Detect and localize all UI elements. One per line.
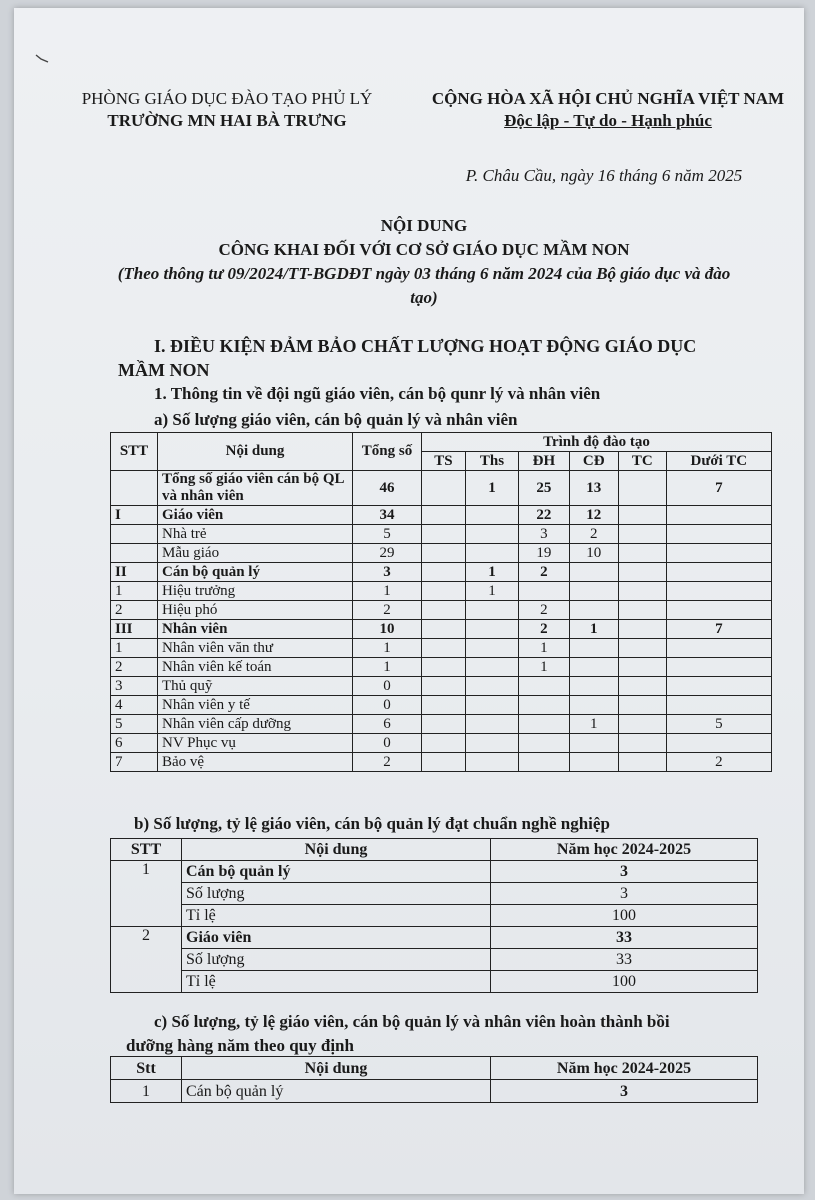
cell-noidung: Số lượng: [182, 883, 491, 905]
cell-stt: 2: [111, 927, 182, 993]
cell-ths: [465, 658, 518, 677]
cell-tong: 1: [353, 658, 422, 677]
cell-tong: 10: [353, 620, 422, 639]
staff-count-table: [110, 432, 772, 772]
cell-stt: 7: [111, 753, 158, 772]
table-row: [111, 563, 772, 582]
cell-ts: [422, 677, 466, 696]
cell-tong: 2: [353, 601, 422, 620]
col-dh: ĐH: [519, 452, 570, 471]
cell-noidung: Bảo vệ: [158, 753, 353, 772]
cell-noidung: Hiệu phó: [158, 601, 353, 620]
cell-cd: 2: [569, 525, 618, 544]
header-left: [62, 88, 392, 132]
cell-value: 33: [491, 949, 758, 971]
cell-ts: [422, 601, 466, 620]
title-line-3: (Theo thông tư 09/2024/TT-BGDĐT ngày 03 tháng 6 năm 2024 của Bộ giáo dục và đào tạo): [117, 264, 731, 307]
cell-ts: [422, 753, 466, 772]
cell-ts: [422, 715, 466, 734]
cell-ts: [422, 563, 466, 582]
cell-ths: [465, 696, 518, 715]
cell-stt: [111, 544, 158, 563]
cell-ths: [465, 601, 518, 620]
col-ths: Ths: [465, 452, 518, 471]
cell-noidung: Cán bộ quản lý: [182, 861, 491, 883]
pen-mark-icon: [34, 52, 52, 64]
cell-cd: [569, 563, 618, 582]
table-row: [111, 949, 758, 971]
cell-dtc: 7: [666, 620, 771, 639]
standard-ratio-table: [110, 838, 758, 993]
cell-noidung: Nhân viên văn thư: [158, 639, 353, 658]
table-row: [111, 525, 772, 544]
table-row: [111, 753, 772, 772]
cell-dtc: [666, 696, 771, 715]
cell-stt: [111, 471, 158, 506]
cell-noidung: Nhân viên y tế: [158, 696, 353, 715]
cell-ts: [422, 506, 466, 525]
cell-stt: 6: [111, 734, 158, 753]
cell-ths: [465, 620, 518, 639]
cell-noidung: Hiệu trưởng: [158, 582, 353, 601]
document-date: P. Châu Cầu, ngày 16 tháng 6 năm 2025: [465, 166, 743, 185]
cell-dtc: [666, 506, 771, 525]
subsection-c-line-2: dưỡng hàng năm theo quy định: [126, 1036, 354, 1055]
cell-noidung: Cán bộ quản lý: [158, 563, 353, 582]
cell-stt: 5: [111, 715, 158, 734]
cell-tong: 5: [353, 525, 422, 544]
cell-ts: [422, 696, 466, 715]
col-namhoc: Năm học 2024-2025: [491, 839, 758, 861]
cell-tc: [618, 715, 666, 734]
cell-stt: 3: [111, 677, 158, 696]
cell-dh: [519, 734, 570, 753]
cell-stt: II: [111, 563, 158, 582]
cell-cd: [569, 734, 618, 753]
cell-ths: [465, 544, 518, 563]
cell-stt: III: [111, 620, 158, 639]
cell-noidung: NV Phục vụ: [158, 734, 353, 753]
cell-noidung: Giáo viên: [158, 506, 353, 525]
col-duoitc: Dưới TC: [666, 452, 771, 471]
cell-cd: [569, 601, 618, 620]
cell-noidung: Mẫu giáo: [158, 544, 353, 563]
cell-stt: 2: [111, 658, 158, 677]
col-stt: Stt: [111, 1057, 182, 1080]
cell-dtc: [666, 639, 771, 658]
col-trinhdo: Trình độ đào tạo: [422, 433, 772, 452]
cell-tong: 0: [353, 696, 422, 715]
cell-tc: [618, 696, 666, 715]
cell-ts: [422, 639, 466, 658]
cell-dh: 2: [519, 563, 570, 582]
cell-cd: 12: [569, 506, 618, 525]
table-row: [111, 734, 772, 753]
cell-ths: 1: [465, 471, 518, 506]
cell-tong: 1: [353, 582, 422, 601]
cell-stt: 2: [111, 601, 158, 620]
cell-dtc: [666, 658, 771, 677]
cell-ths: 1: [465, 582, 518, 601]
school-name: TRƯỜNG MN HAI BÀ TRƯNG: [107, 111, 347, 130]
cell-tc: [618, 658, 666, 677]
cell-cd: 10: [569, 544, 618, 563]
cell-dh: 2: [519, 601, 570, 620]
table-row: [111, 639, 772, 658]
table-row: [111, 506, 772, 525]
cell-dh: [519, 582, 570, 601]
cell-noidung: Giáo viên: [182, 927, 491, 949]
cell-cd: [569, 696, 618, 715]
cell-stt: 4: [111, 696, 158, 715]
cell-cd: 1: [569, 715, 618, 734]
cell-cd: [569, 639, 618, 658]
cell-ts: [422, 658, 466, 677]
cell-value: 3: [491, 883, 758, 905]
cell-tc: [618, 544, 666, 563]
section-1-title-line-1: I. ĐIỀU KIỆN ĐẢM BẢO CHẤT LƯỢNG HOẠT ĐỘNG GIÁO DỤC: [154, 336, 697, 356]
cell-tc: [618, 525, 666, 544]
cell-value: 3: [491, 861, 758, 883]
section-1-title-line-2: MẦM NON: [118, 360, 210, 380]
cell-value: 33: [491, 927, 758, 949]
cell-tc: [618, 582, 666, 601]
cell-dh: [519, 696, 570, 715]
table-row: [111, 715, 772, 734]
cell-ths: [465, 677, 518, 696]
cell-stt: I: [111, 506, 158, 525]
col-tc: TC: [618, 452, 666, 471]
cell-noidung: Thủ quỹ: [158, 677, 353, 696]
cell-value: 3: [491, 1080, 758, 1103]
subsection-1-heading: 1. Thông tin về đội ngũ giáo viên, cán bộ qunr lý và nhân viên: [154, 384, 601, 403]
cell-dh: 2: [519, 620, 570, 639]
table-row: [111, 658, 772, 677]
nation-name: CỘNG HÒA XÃ HỘI CHỦ NGHĨA VIỆT NAM: [431, 89, 785, 108]
cell-ths: 1: [465, 563, 518, 582]
table-row: [111, 601, 772, 620]
col-stt: STT: [111, 839, 182, 861]
cell-ths: [465, 753, 518, 772]
cell-value: 100: [491, 905, 758, 927]
cell-tong: 34: [353, 506, 422, 525]
cell-dtc: [666, 544, 771, 563]
cell-noidung: Tỉ lệ: [182, 905, 491, 927]
cell-tong: 46: [353, 471, 422, 506]
col-ts: TS: [422, 452, 466, 471]
cell-tong: 6: [353, 715, 422, 734]
cell-ths: [465, 506, 518, 525]
cell-cd: 13: [569, 471, 618, 506]
cell-dh: [519, 753, 570, 772]
cell-noidung: Số lượng: [182, 949, 491, 971]
cell-tc: [618, 753, 666, 772]
cell-tong: 0: [353, 677, 422, 696]
cell-dtc: 2: [666, 753, 771, 772]
cell-stt: 1: [111, 582, 158, 601]
cell-dh: 25: [519, 471, 570, 506]
cell-tong: 0: [353, 734, 422, 753]
col-noidung: Nội dung: [158, 433, 353, 471]
cell-cd: [569, 658, 618, 677]
cell-tc: [618, 639, 666, 658]
cell-dtc: [666, 582, 771, 601]
dept-name: PHÒNG GIÁO DỤC ĐÀO TẠO PHỦ LÝ: [81, 89, 373, 108]
cell-noidung: Nhân viên cấp dưỡng: [158, 715, 353, 734]
cell-stt: 1: [111, 861, 182, 927]
cell-ts: [422, 471, 466, 506]
cell-tc: [618, 506, 666, 525]
cell-stt: [111, 525, 158, 544]
cell-ts: [422, 525, 466, 544]
nation-motto: Độc lập - Tự do - Hạnh phúc: [504, 111, 712, 130]
subsection-b-heading: b) Số lượng, tỷ lệ giáo viên, cán bộ quản lý đạt chuẩn nghề nghiệp: [134, 814, 610, 833]
cell-dh: 19: [519, 544, 570, 563]
cell-ts: [422, 544, 466, 563]
col-namhoc: Năm học 2024-2025: [491, 1057, 758, 1080]
col-stt: STT: [111, 433, 158, 471]
header-right: [418, 88, 798, 132]
cell-dtc: 7: [666, 471, 771, 506]
cell-noidung: Tổng số giáo viên cán bộ QL và nhân viên: [158, 471, 353, 506]
cell-noidung: Nhà trẻ: [158, 525, 353, 544]
cell-dtc: [666, 563, 771, 582]
cell-ths: [465, 639, 518, 658]
training-completion-table: [110, 1056, 758, 1103]
cell-tc: [618, 471, 666, 506]
cell-cd: [569, 677, 618, 696]
document-page: [14, 8, 804, 1194]
table-row: [111, 927, 758, 949]
cell-tc: [618, 734, 666, 753]
cell-tong: 1: [353, 639, 422, 658]
cell-dh: 1: [519, 639, 570, 658]
col-noidung: Nội dung: [182, 1057, 491, 1080]
table-row: [111, 582, 772, 601]
cell-tc: [618, 677, 666, 696]
table-row: [111, 883, 758, 905]
cell-dh: 3: [519, 525, 570, 544]
cell-dtc: [666, 601, 771, 620]
title-line-1: NỘI DUNG: [380, 216, 468, 235]
cell-dtc: [666, 525, 771, 544]
col-cd: CĐ: [569, 452, 618, 471]
subsection-c-heading: [126, 1010, 794, 1058]
title-line-2: CÔNG KHAI ĐỐI VỚI CƠ SỞ GIÁO DỤC MẦM NON: [218, 240, 630, 259]
cell-ts: [422, 620, 466, 639]
cell-tong: 2: [353, 753, 422, 772]
cell-dtc: [666, 734, 771, 753]
cell-dtc: [666, 677, 771, 696]
table-row: [111, 971, 758, 993]
cell-dh: 22: [519, 506, 570, 525]
col-tong: Tổng số: [353, 433, 422, 471]
cell-tc: [618, 601, 666, 620]
table-row: [111, 471, 772, 506]
cell-noidung: Nhân viên kế toán: [158, 658, 353, 677]
cell-dh: [519, 677, 570, 696]
table-row: [111, 1080, 758, 1103]
cell-tong: 3: [353, 563, 422, 582]
document-title: [114, 214, 734, 310]
cell-noidung: Cán bộ quản lý: [182, 1080, 491, 1103]
cell-ths: [465, 734, 518, 753]
cell-ths: [465, 525, 518, 544]
table-row: [111, 544, 772, 563]
section-1-title: [118, 334, 778, 382]
cell-ts: [422, 734, 466, 753]
cell-tc: [618, 620, 666, 639]
cell-dh: 1: [519, 658, 570, 677]
col-noidung: Nội dung: [182, 839, 491, 861]
cell-tong: 29: [353, 544, 422, 563]
table-row: [111, 905, 758, 927]
cell-dh: [519, 715, 570, 734]
subsection-a-heading: a) Số lượng giáo viên, cán bộ quản lý và nhân viên: [154, 410, 518, 429]
cell-ths: [465, 715, 518, 734]
cell-stt: 1: [111, 1080, 182, 1103]
table-row: [111, 861, 758, 883]
cell-stt: 1: [111, 639, 158, 658]
table-row: [111, 677, 772, 696]
cell-tc: [618, 563, 666, 582]
cell-dtc: 5: [666, 715, 771, 734]
cell-noidung: Tỉ lệ: [182, 971, 491, 993]
cell-noidung: Nhân viên: [158, 620, 353, 639]
subsection-c-line-1: c) Số lượng, tỷ lệ giáo viên, cán bộ quản lý và nhân viên hoàn thành bồi: [154, 1012, 670, 1031]
cell-cd: 1: [569, 620, 618, 639]
table-row: [111, 696, 772, 715]
table-row: [111, 620, 772, 639]
cell-cd: [569, 753, 618, 772]
cell-cd: [569, 582, 618, 601]
cell-value: 100: [491, 971, 758, 993]
cell-ts: [422, 582, 466, 601]
